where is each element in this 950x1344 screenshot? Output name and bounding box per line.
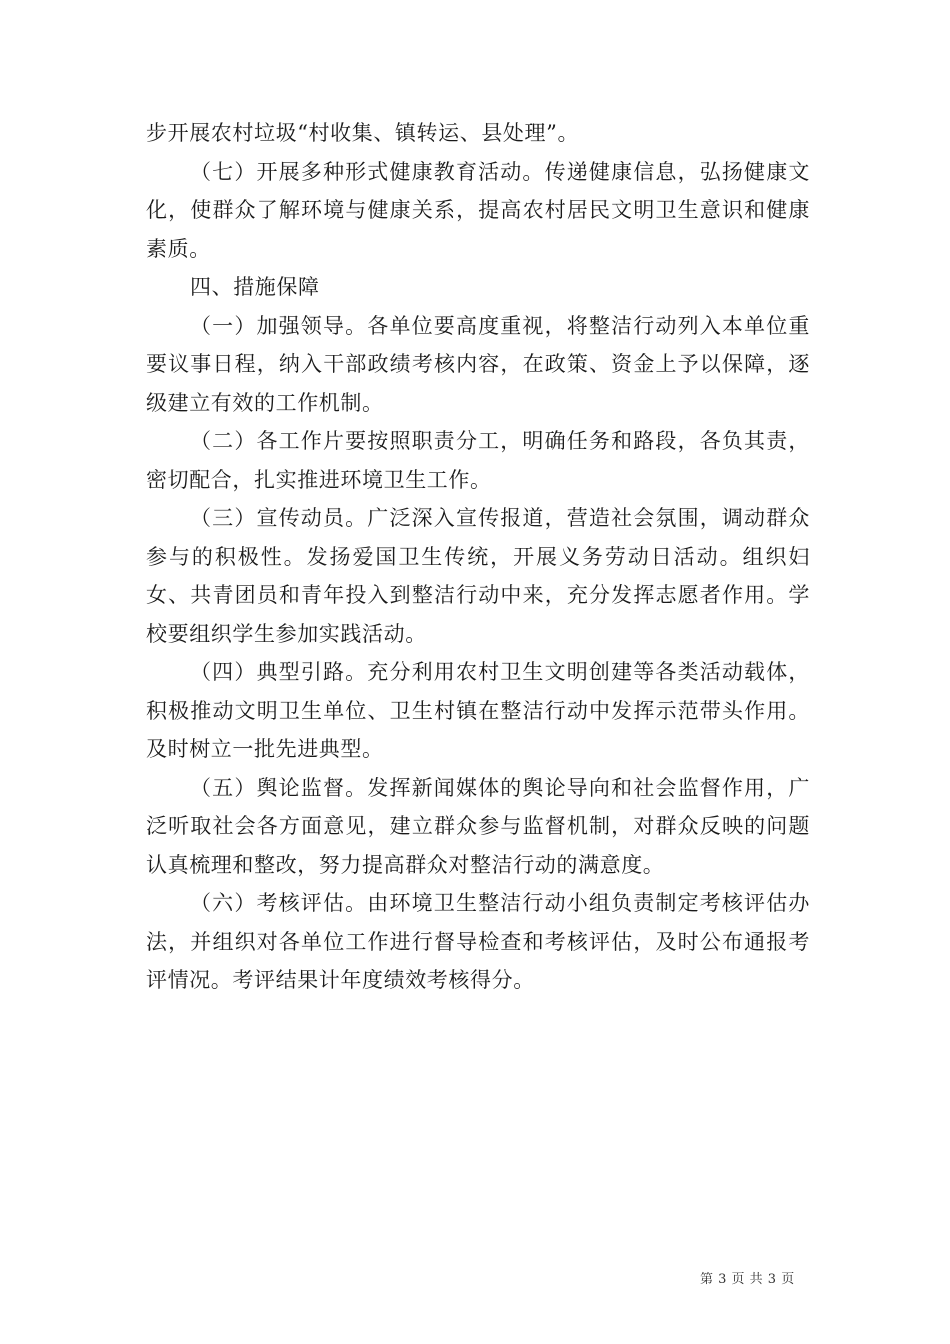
page-number-footer: 第 3 页 共 3 页 [700,1272,795,1287]
document-body [146,114,810,1000]
paragraph-publicity: （三）宣传动员。广泛深入宣传报道，营造社会氛围，调动群众参与的积极性。发扬爱国卫生传统，开展义务劳动日活动。组织妇女、共青团员和青年投入到整洁行动中来，充分发挥志愿者作用。学校要组织学生参加实践活动。 [146,506,810,646]
section-heading-measures: 四、措施保障 [190,275,320,299]
paragraph-division-of-work: （二）各工作片要按照职责分工，明确任务和路段，各负其责，密切配合，扎实推进环境卫生工作。 [146,429,810,492]
paragraph-role-models: （四）典型引路。充分利用农村卫生文明创建等各类活动载体，积极推动文明卫生单位、卫生村镇在整洁行动中发挥示范带头作用。及时树立一批先进典型。 [146,660,810,761]
paragraph-continuation: 步开展农村垃圾“村收集、镇转运、县处理”。 [146,121,580,145]
paragraph-leadership: （一）加强领导。各单位要高度重视，将整洁行动列入本单位重要议事日程，纳入干部政绩考核内容，在政策、资金上予以保障，逐级建立有效的工作机制。 [146,313,810,415]
paragraph-assessment: （六）考核评估。由环境卫生整洁行动小组负责制定考核评估办法，并组织对各单位工作进行督导检查和考核评估，及时公布通报考评情况。考评结果计年度绩效考核得分。 [146,891,810,992]
paragraph-public-supervision: （五）舆论监督。发挥新闻媒体的舆论导向和社会监督作用，广泛听取社会各方面意见，建立群众参与监督机制，对群众反映的问题认真梳理和整改，努力提高群众对整洁行动的满意度。 [146,775,810,877]
paragraph-health-education: （七）开展多种形式健康教育活动。传递健康信息，弘扬健康文化，使群众了解环境与健康关系，提高农村居民文明卫生意识和健康素质。 [146,159,810,261]
